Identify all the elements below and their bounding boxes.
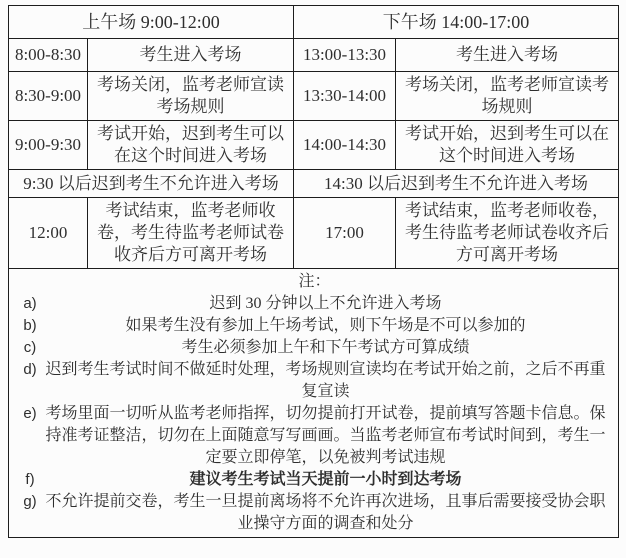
activity-cell: 考生进入考场	[396, 39, 619, 72]
note-label: e)	[23, 405, 37, 422]
list-item	[13, 491, 614, 535]
note-label: c)	[23, 339, 37, 356]
note-text: 考场里面一切听从监考老师指挥，切勿提前打开试卷，提前填写答题卡信息。保持准考证整洁，切勿在上面随意写写画画。当监考老师宣布考试时间到，考生一定要立即停笔，以免被判考试违规	[45, 405, 606, 466]
activity-cell: 考场关闭，监考老师宣读考场规则	[396, 72, 619, 121]
note-text: 建议考生考试当天提前一小时到达考场	[189, 471, 462, 488]
time-cell: 13:30-14:00	[294, 72, 396, 121]
exam-end-row	[9, 198, 619, 269]
list-item	[13, 469, 614, 491]
table-row	[9, 121, 619, 170]
afternoon-session-header: 下午场 14:00-17:00	[294, 6, 619, 39]
time-cell: 14:00-14:30	[294, 121, 396, 170]
list-item	[13, 337, 614, 359]
note-text: 迟到考生考试时间不做延时处理，考场规则宣读均在考试开始之前，之后不再重复宣读	[45, 361, 606, 400]
note-label: g)	[23, 493, 37, 510]
note-text: 考生必须参加上午和下午考试方可算成绩	[181, 339, 470, 356]
list-item	[13, 293, 614, 315]
notes-row	[9, 269, 619, 538]
note-text: 迟到 30 分钟以上不允许进入考场	[209, 295, 442, 312]
note-label: b)	[23, 317, 37, 334]
time-cell: 17:00	[294, 198, 396, 269]
activity-cell: 考试开始，迟到考生可以在这个时间进入考场	[396, 121, 619, 170]
list-item	[13, 359, 614, 403]
note-text: 不允许提前交卷，考生一旦提前离场将不允许再次进场，且事后需要接受协会职业操守方面的调查和处分	[45, 493, 606, 532]
time-cell: 8:00-8:30	[9, 39, 88, 72]
list-item	[13, 315, 614, 337]
time-cell: 8:30-9:00	[9, 72, 88, 121]
note-text: 如果考生没有参加上午场考试，则下午场是不可以参加的	[125, 317, 526, 334]
exam-schedule-table	[8, 5, 619, 538]
time-cell: 12:00	[9, 198, 88, 269]
morning-session-header: 上午场 9:00-12:00	[9, 6, 294, 39]
notes-block	[13, 271, 614, 535]
notes-cell	[9, 269, 619, 538]
activity-cell: 考试结束，监考老师收卷，考生待监考老师试卷收齐后方可离开考场	[88, 198, 294, 269]
table-row	[9, 39, 619, 72]
activity-cell: 考场关闭，监考老师宣读考场规则	[88, 72, 294, 121]
session-header-row	[9, 6, 619, 39]
activity-cell: 考试结束，监考老师收卷，考生待监考老师试卷收齐后方可离开考场	[396, 198, 619, 269]
late-rule-morning: 9:30 以后迟到考生不允许进入考场	[9, 170, 294, 198]
activity-cell: 考试开始，迟到考生可以在这个时间进入考场	[88, 121, 294, 170]
time-cell: 9:00-9:30	[9, 121, 88, 170]
late-rule-afternoon: 14:30 以后迟到考生不允许进入考场	[294, 170, 619, 198]
note-label: d)	[23, 361, 37, 378]
list-item	[13, 403, 614, 469]
late-rule-row	[9, 170, 619, 198]
time-cell: 13:00-13:30	[294, 39, 396, 72]
table-row	[9, 72, 619, 121]
note-label: a)	[23, 295, 37, 312]
activity-cell: 考生进入考场	[88, 39, 294, 72]
note-label: f)	[25, 471, 35, 488]
notes-title: 注：	[298, 273, 331, 290]
